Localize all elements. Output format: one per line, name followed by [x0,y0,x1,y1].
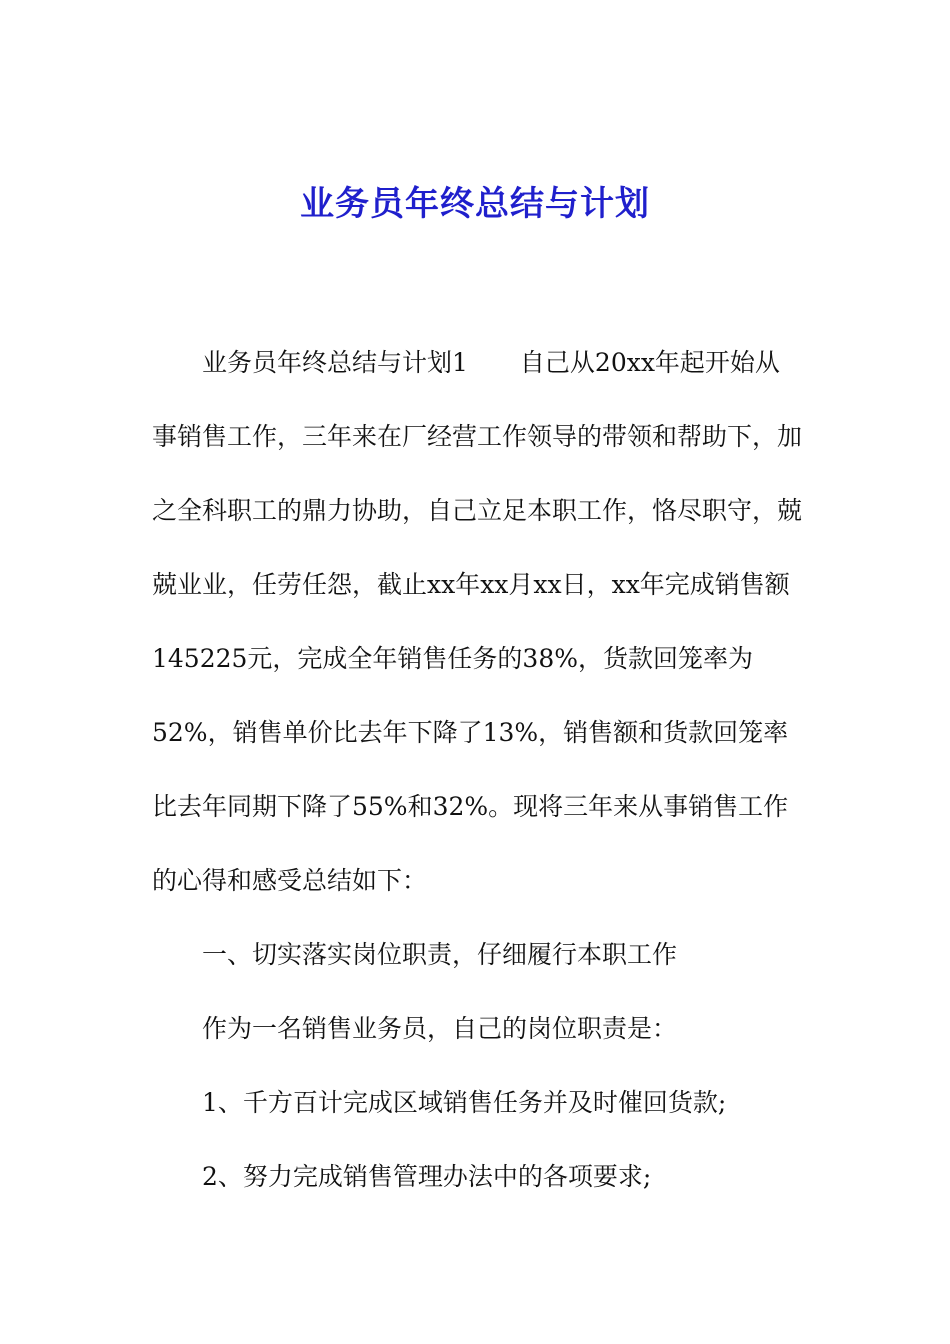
intro-paragraph [152,326,802,918]
duties-intro: 作为一名销售业务员，自己的岗位职责是： [202,1014,678,1043]
document-body [152,326,802,1214]
intro-heading: 业务员年终总结与计划1 [202,348,468,377]
intro-text: 自己从20xx年起开始从事销售工作，三年来在厂经营工作领导的带领和帮助下，加之全科职工的鼎力协助，自己立足本职工作，恪尽职守，兢兢业业，任劳任怨，截止xx年xx月xx日，xx年完成销售额145225元，完成全年销售任务的38%，货款回笼率为52%，销售单价比去年下降了13%，销售额和货款回笼率比去年同期下降了55%和32%。现将三年来从事销售工作的心得和感受总结如下： [152,348,803,895]
duty-item-2: 2、努力完成销售管理办法中的各项要求; [202,1162,652,1191]
duty-item-1: 1、千方百计完成区域销售任务并及时催回货款; [202,1088,727,1117]
document-title: 业务员年终总结与计划 [300,184,650,224]
section-1-heading: 一、切实落实岗位职责，仔细履行本职工作 [202,940,678,969]
